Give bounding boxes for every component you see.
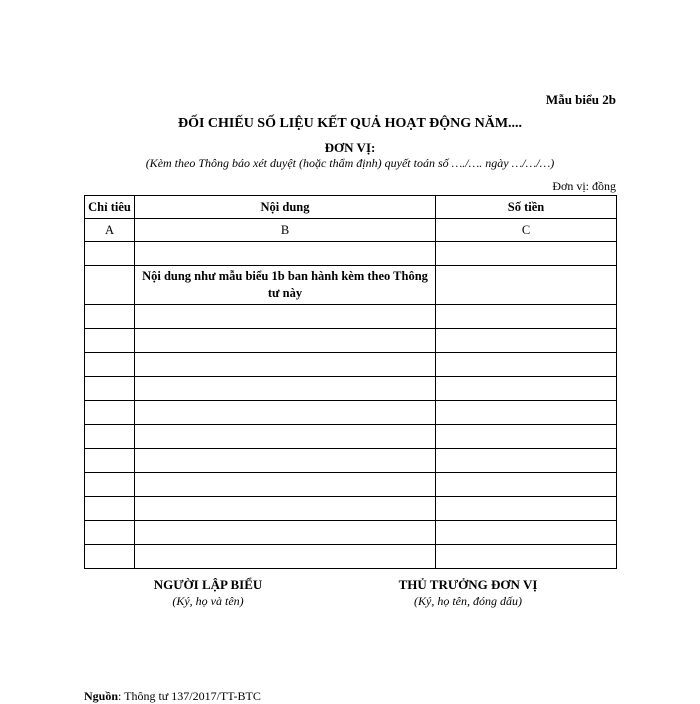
unit-label: ĐƠN VỊ: bbox=[324, 140, 376, 155]
source-line bbox=[84, 689, 261, 704]
table-row bbox=[85, 473, 617, 497]
table-row bbox=[85, 329, 617, 353]
table-row bbox=[85, 377, 617, 401]
source-text: : Thông tư 137/2017/TT-BTC bbox=[118, 689, 261, 703]
column-letter-row bbox=[85, 219, 617, 242]
currency-unit: Đơn vị: đồng bbox=[552, 179, 616, 193]
column-letter-c: C bbox=[436, 219, 617, 242]
table-row bbox=[85, 521, 617, 545]
attachment-note: (Kèm theo Thông báo xét duyệt (hoặc thẩm định) quyết toán số …./…. ngày …/…/…) bbox=[145, 156, 555, 170]
table-row bbox=[85, 353, 617, 377]
signature-head bbox=[358, 577, 578, 609]
source-label: Nguồn bbox=[84, 689, 119, 703]
table-row bbox=[85, 305, 617, 329]
document-title: ĐỐI CHIẾU SỐ LIỆU KẾT QUẢ HOẠT ĐỘNG NĂM.... bbox=[177, 116, 523, 131]
table-row bbox=[85, 401, 617, 425]
head-hint: (Ký, họ tên, đóng dấu) bbox=[414, 594, 522, 608]
preparer-hint: (Ký, họ và tên) bbox=[172, 594, 244, 608]
column-header-amount: Số tiền bbox=[436, 196, 617, 219]
table-row bbox=[85, 545, 617, 569]
table-note: Nội dung như mẫu biểu 1b ban hành kèm theo Thông tư này bbox=[135, 266, 436, 305]
signature-preparer bbox=[98, 577, 318, 609]
column-letter-a: A bbox=[85, 219, 135, 242]
column-letter-b: B bbox=[135, 219, 436, 242]
head-role: THỦ TRƯỞNG ĐƠN VỊ bbox=[398, 577, 538, 592]
table-row bbox=[85, 242, 617, 266]
column-header-content: Nội dung bbox=[135, 196, 436, 219]
table-row bbox=[85, 497, 617, 521]
results-table bbox=[84, 195, 617, 569]
form-code: Mẫu biểu 2b bbox=[545, 92, 616, 107]
table-row bbox=[85, 425, 617, 449]
preparer-role: NGƯỜI LẬP BIỂU bbox=[153, 577, 263, 592]
table-header-row bbox=[85, 196, 617, 219]
table-row bbox=[85, 449, 617, 473]
column-header-indicator: Chỉ tiêu bbox=[85, 196, 135, 219]
table-row-note bbox=[85, 266, 617, 305]
